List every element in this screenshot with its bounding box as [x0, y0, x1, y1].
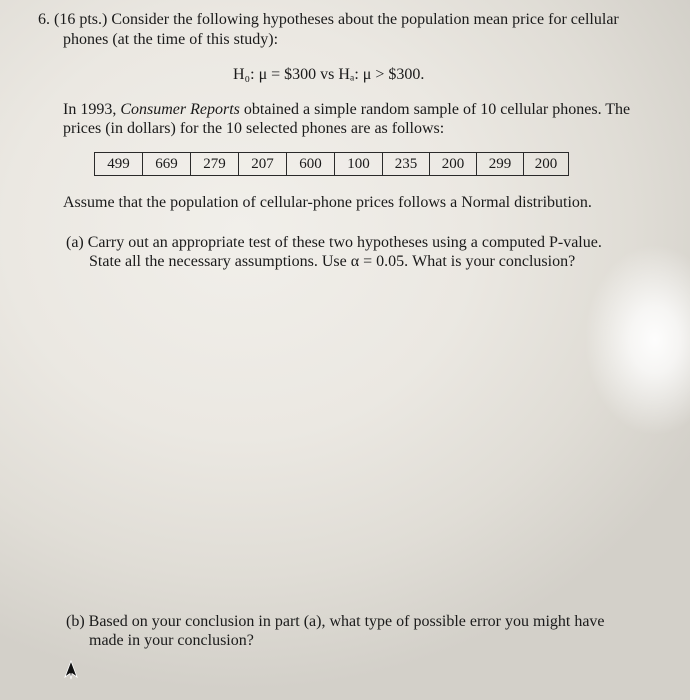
- intro-line2: prices (in dollars) for the 10 selected phones are as follows:: [63, 120, 445, 137]
- part-a-line1: (a) Carry out an appropriate test of these two hypotheses using a computed P-value.: [66, 234, 602, 251]
- prices-table: [94, 152, 569, 176]
- price-cell: 100: [335, 153, 383, 176]
- question-header: [38, 10, 658, 50]
- part-a-line2: State all the necessary assumptions. Use α = 0.05. What is your conclusion?: [89, 253, 576, 270]
- intro-line1: [63, 100, 663, 119]
- price-cell: 279: [191, 153, 239, 176]
- price-cell: 600: [287, 153, 335, 176]
- part-b-line1: (b) Based on your conclusion in part (a), what type of possible error you might have: [66, 613, 605, 630]
- price-cell: 200: [524, 153, 569, 176]
- question-title-line2: phones (at the time of this study):: [63, 31, 279, 48]
- assumption-statement: Assume that the population of cellular-phone prices follows a Normal distribution.: [63, 194, 592, 211]
- price-cell: 499: [95, 153, 143, 176]
- part-b-line2: made in your conclusion?: [89, 632, 254, 649]
- price-cell: 200: [430, 153, 477, 176]
- hypotheses-statement: H₀: μ = $300 vs Hₐ: μ > $300.: [233, 66, 425, 83]
- price-cell: 299: [477, 153, 524, 176]
- intro-paragraph: [63, 100, 663, 138]
- source-name: Consumer Reports: [120, 101, 240, 118]
- intro-line1-pre: In 1993,: [63, 101, 121, 118]
- price-cell: 669: [143, 153, 191, 176]
- intro-line1-post: obtained a simple random sample of 10 cellular phones. The: [239, 101, 631, 118]
- prices-row: [95, 153, 569, 176]
- question-number: 6.: [38, 11, 50, 28]
- part-a: [66, 233, 656, 271]
- mouse-pointer-icon: [64, 660, 78, 680]
- part-b: [66, 612, 646, 650]
- price-cell: 235: [383, 153, 430, 176]
- question-title-line1: (16 pts.) Consider the following hypotheses about the population mean price for cellular: [54, 11, 619, 28]
- price-cell: 207: [239, 153, 287, 176]
